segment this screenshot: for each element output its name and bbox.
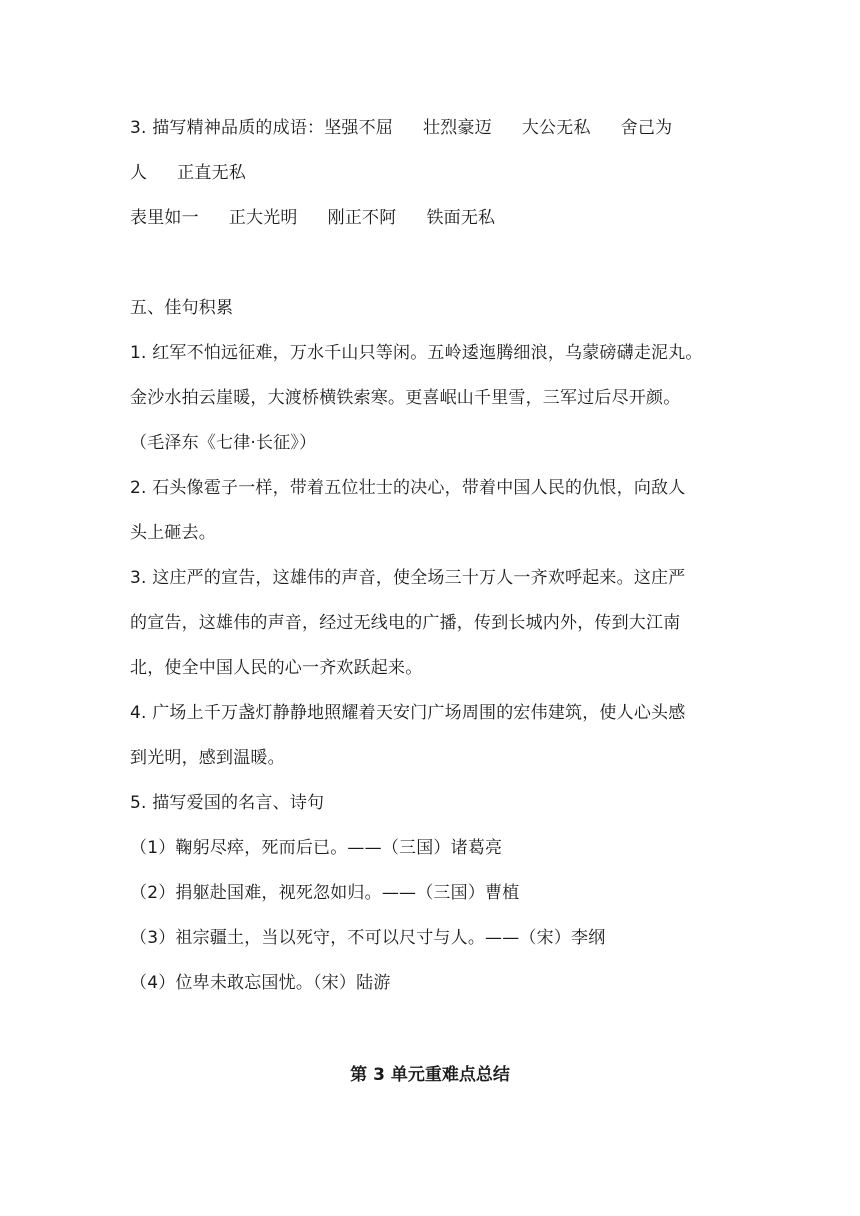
text-line: 的宣告，这雄伟的声音，经过无线电的广播，传到长城内外，传到大江南 — [130, 613, 681, 633]
idioms-line-2 — [130, 162, 246, 184]
idiom-item: 壮烈豪迈 — [423, 118, 492, 138]
section-heading: 五、佳句积累 — [130, 298, 234, 318]
idiom-item: 正直无私 — [177, 163, 247, 183]
quote-item: （3）祖宗疆土，当以死守，不可以尺寸与人。——（宋）李纲 — [130, 928, 606, 948]
quote-item: （2）捐躯赴国难，视死忽如归。——（三国）曹植 — [130, 883, 520, 903]
idioms-line-1 — [130, 117, 672, 139]
text-line: 3. 这庄严的宣告，这雄伟的声音，使全场三十万人一齐欢呼起来。这庄严 — [130, 568, 686, 588]
idiom-item: 表里如一 — [130, 208, 199, 228]
text-line: 5. 描写爱国的名言、诗句 — [130, 793, 325, 813]
unit-title: 第 3 单元重难点总结 — [350, 1065, 510, 1085]
idiom-item: 铁面无私 — [426, 208, 496, 228]
quote-item: （4）位卑未敢忘国忧。（宋）陆游 — [130, 973, 391, 993]
idioms-prefix: 3. 描写精神品质的成语： — [130, 118, 325, 138]
text-line: 1. 红军不怕远征难，万水千山只等闲。五岭逶迤腾细浪，乌蒙磅礴走泥丸。 — [130, 343, 703, 363]
idiom-item: 刚正不阿 — [327, 208, 397, 228]
idiom-item: 大公无私 — [521, 118, 591, 138]
text-line: 到光明，感到温暖。 — [130, 748, 285, 768]
text-line: 金沙水拍云崖暖，大渡桥横铁索寒。更喜岷山千里雪，三军过后尽开颜。 — [130, 388, 681, 408]
idiom-item: 坚强不屈 — [324, 118, 394, 138]
text-line: 4. 广场上千万盏灯静静地照耀着天安门广场周围的宏伟建筑，使人心头感 — [130, 703, 686, 723]
text-line: 头上砸去。 — [130, 523, 216, 543]
text-line: 2. 石头像雹子一样，带着五位壮士的决心，带着中国人民的仇恨，向敌人 — [130, 478, 686, 498]
text-line: 北，使全中国人民的心一齐欢跃起来。 — [130, 658, 423, 678]
quote-item: （1）鞠躬尽瘁，死而后已。——（三国）诸葛亮 — [130, 838, 503, 858]
idiom-item: 正大光明 — [228, 208, 298, 228]
text-line: （毛泽东《七律·长征》） — [130, 433, 317, 453]
idiom-item: 舍己为 — [620, 118, 673, 138]
idioms-line-3 — [130, 207, 495, 229]
idiom-item: 人 — [130, 163, 148, 183]
